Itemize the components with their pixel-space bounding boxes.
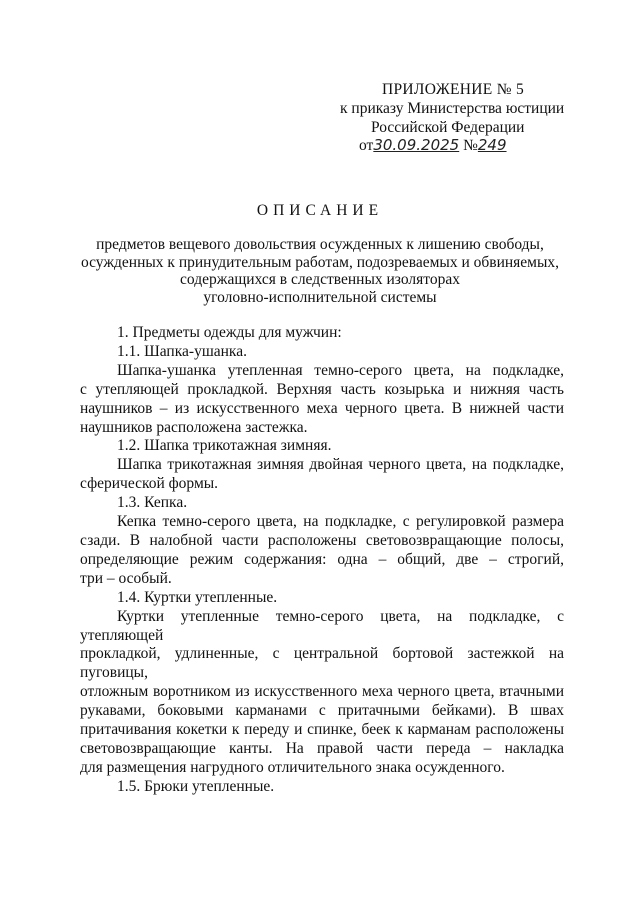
appendix-number: ПРИЛОЖЕНИЕ № 5 — [382, 81, 525, 98]
document-title: ОПИСАНИЕ — [256, 202, 384, 219]
document-body — [80, 324, 564, 797]
section-heading-men-clothing: 1. Предметы одежды для мужчин: — [117, 324, 342, 341]
appendix-order-line: к приказу Министерства юстиции — [340, 100, 565, 117]
number-label: № — [463, 137, 478, 154]
handwritten-date: 30.09.2025 — [373, 136, 460, 154]
paragraph-line: рукавами, боковыми карманами с притачными бейками). В швах — [80, 702, 564, 720]
subtitle-line: осужденных к принудительным работам, подозреваемых и обвиняемых, — [80, 253, 560, 271]
paragraph-line: притачивания кокетки к переду и спинке, беек к карманам расположены — [80, 721, 564, 739]
item-heading-trousers: 1.5. Брюки утепленные. — [117, 777, 275, 795]
document-subtitle — [70, 236, 570, 306]
paragraph-line: для размещения нагрудного отличительного знака осужденного. — [80, 758, 505, 776]
paragraph-line: Шапка трикотажная зимняя двойная черного цвета, на подкладке, — [117, 456, 564, 474]
paragraph-line: с утепляющей прокладкой. Верхняя часть козырька и нижняя часть — [80, 380, 564, 398]
paragraph-line: прокладкой, удлиненные, с центральной бортовой застежкой на пуговицы, — [80, 645, 564, 682]
subtitle-line: уголовно-исполнительной системы — [203, 288, 437, 306]
paragraph-line: сзади. В налобной части расположены световозвращающие полосы, — [80, 531, 564, 549]
from-label: от — [359, 137, 374, 154]
appendix-ministry-line: Российской Федерации — [371, 119, 525, 136]
appendix-date-line — [359, 136, 507, 155]
paragraph-line: сферической формы. — [80, 475, 219, 493]
paragraph-line: Кепка темно-серого цвета, на подкладке, с регулировкой размера — [117, 513, 564, 531]
paragraph-line: Куртки утепленные темно-серого цвета, на подкладке, с утепляющей — [80, 607, 564, 644]
subtitle-line: предметов вещевого довольствия осужденных к лишению свободы, — [96, 236, 544, 253]
subtitle-line: содержащихся в следственных изоляторах — [180, 271, 460, 289]
paragraph-line: наушников расположена застежка. — [80, 418, 308, 436]
paragraph-line: три – особый. — [80, 569, 172, 587]
paragraph-line: световозвращающие канты. На правой части переда – накладка — [80, 739, 564, 757]
item-heading-knit-hat: 1.2. Шапка трикотажная зимняя. — [117, 437, 332, 455]
item-heading-jackets: 1.4. Куртки утепленные. — [117, 588, 278, 606]
item-heading-cap: 1.3. Кепка. — [117, 494, 188, 512]
item-heading-ushanka: 1.1. Шапка-ушанка. — [117, 342, 247, 360]
paragraph-line: наушников – из искусственного меха черного цвета. В нижней части — [80, 399, 564, 417]
paragraph-line: отложным воротником из искусственного меха черного цвета, втачными — [80, 683, 564, 701]
handwritten-number: 249 — [477, 136, 507, 154]
paragraph-line: определяющие режим содержания: одна – общий, две – строгий, — [80, 550, 564, 568]
paragraph-line: Шапка-ушанка утепленная темно-серого цвета, на подкладке, — [117, 361, 564, 379]
